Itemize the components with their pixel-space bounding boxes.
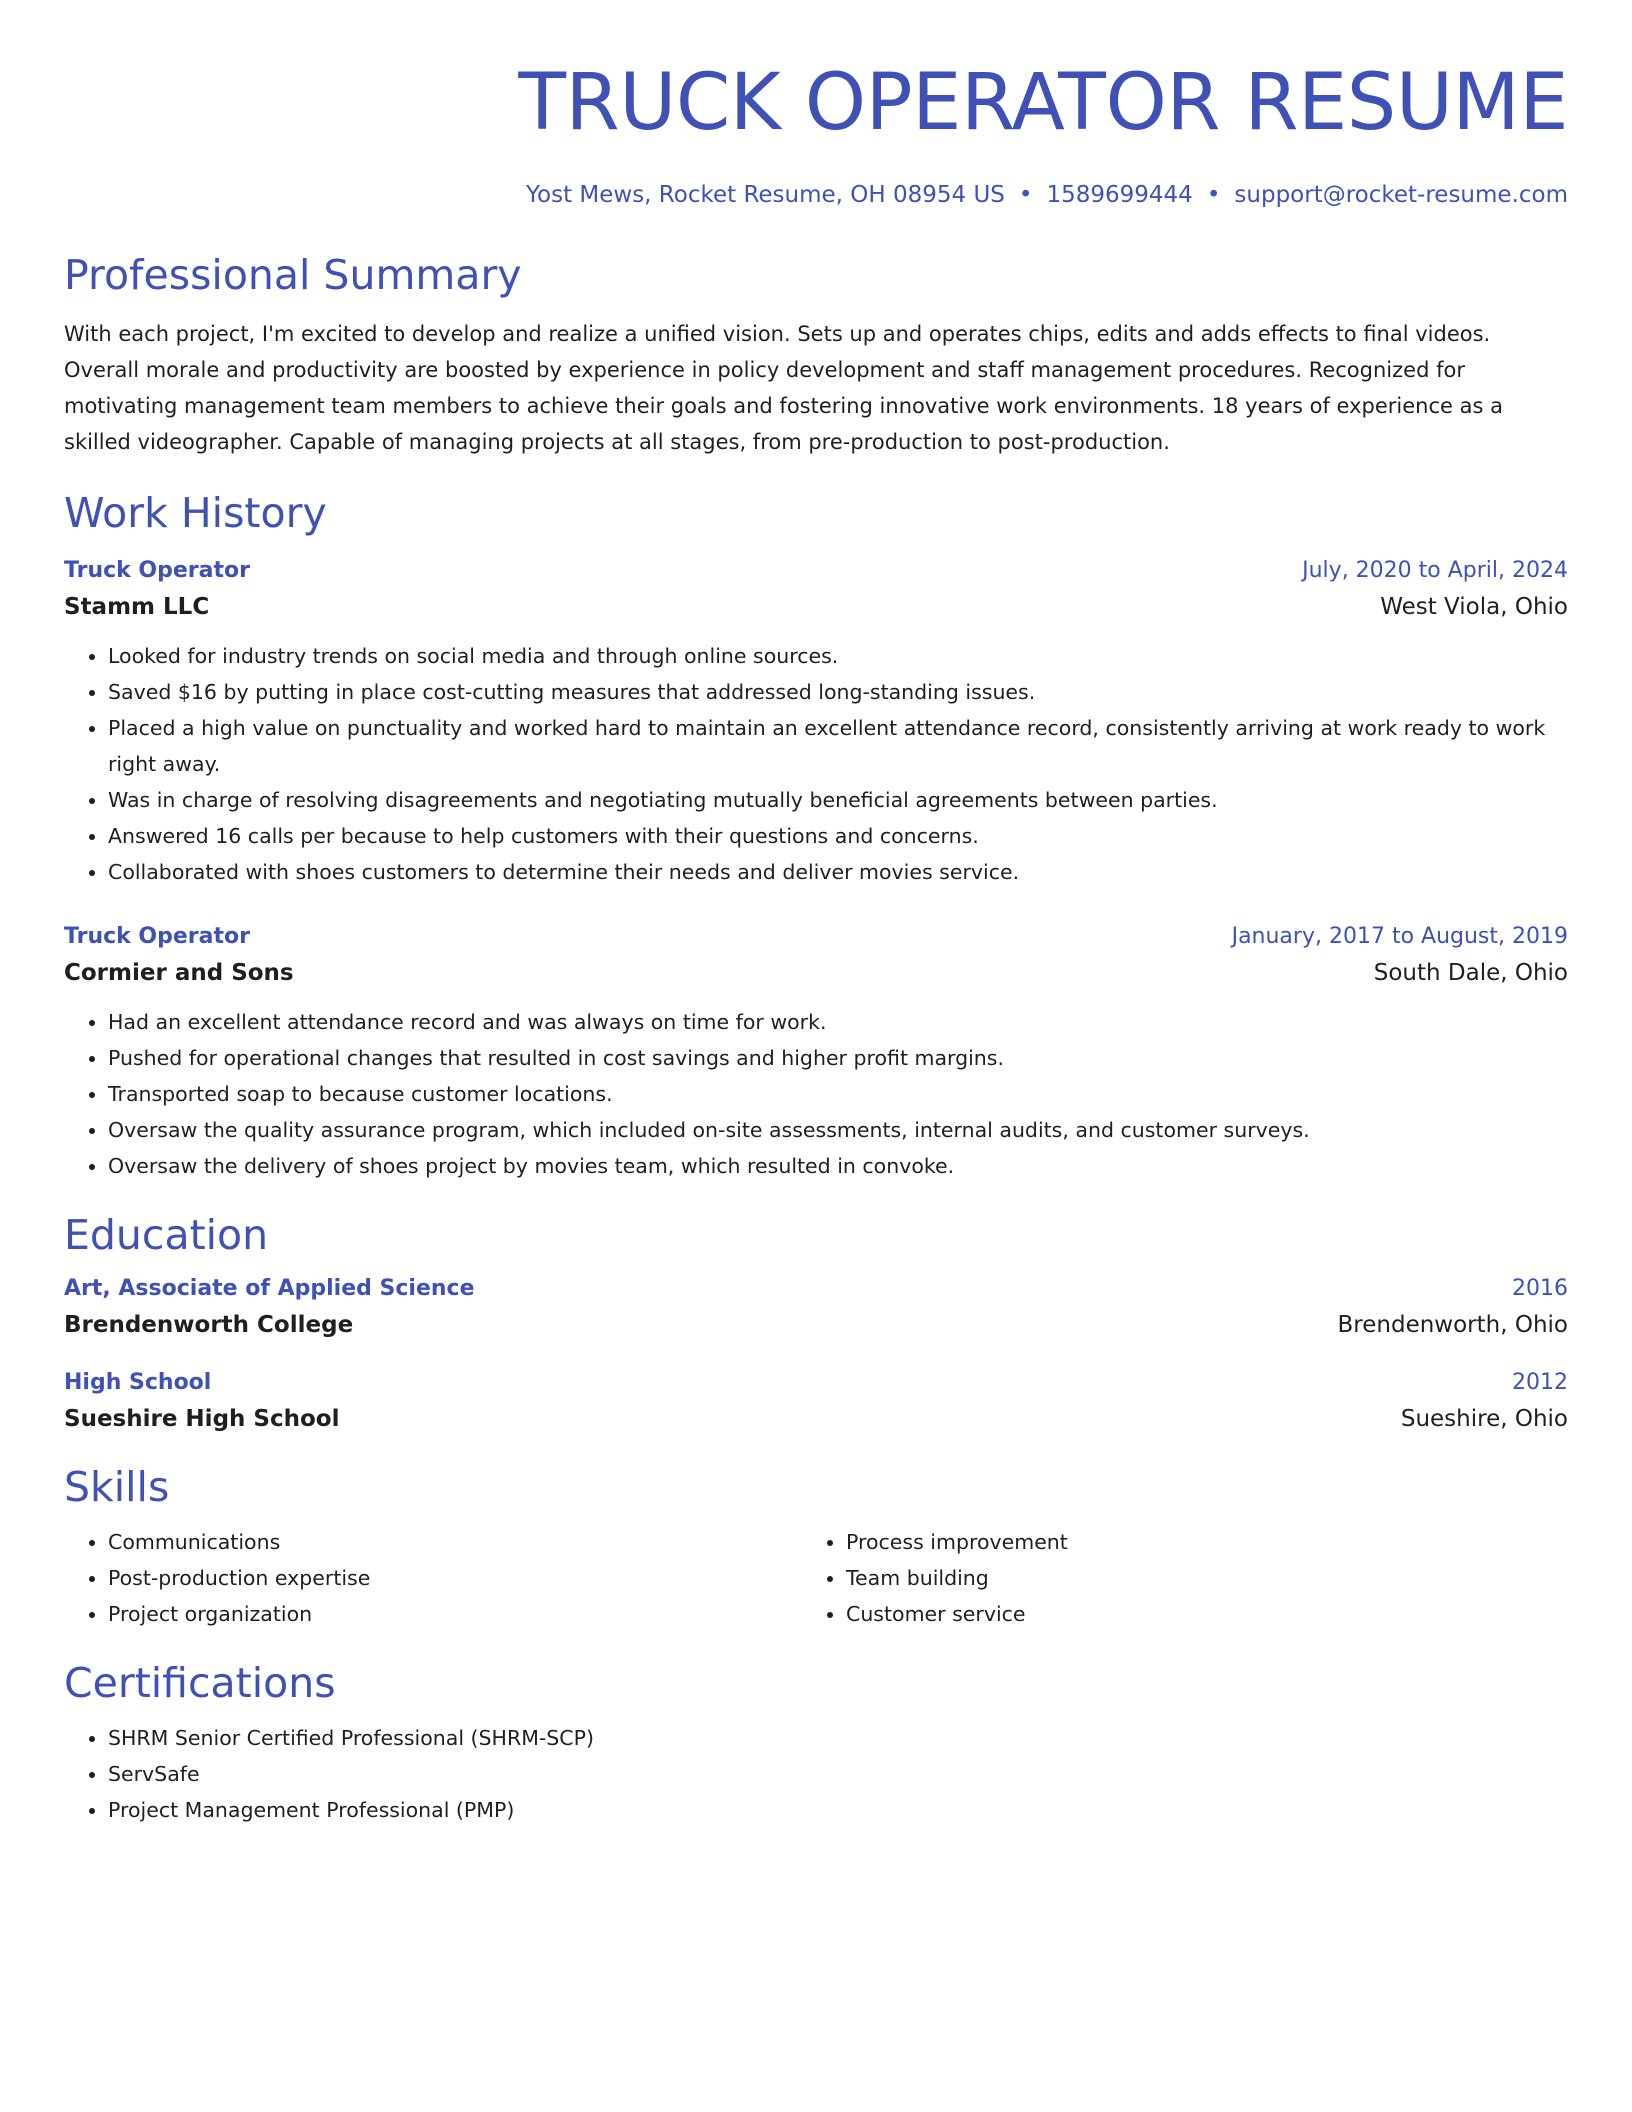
education-degree: High School [64, 1370, 212, 1395]
skills-list [64, 1524, 802, 1632]
job-bullet-list [64, 638, 1568, 890]
job-dates: January, 2017 to August, 2019 [1231, 924, 1568, 949]
job-dates: July, 2020 to April, 2024 [1302, 558, 1568, 583]
education-degree: Art, Associate of Applied Science [64, 1276, 475, 1301]
contact-separator: • [1018, 182, 1033, 208]
skill-item: • Team building [846, 1560, 1540, 1596]
certification-item: • SHRM Senior Certified Professional (SHRM-SCP) [108, 1720, 1568, 1756]
skills-heading: Skills [64, 1463, 170, 1511]
summary-heading: Professional Summary [64, 251, 522, 299]
skill-item: • Post-production expertise [108, 1560, 802, 1596]
job-entry [64, 920, 1568, 1184]
skill-item: • Communications [108, 1524, 802, 1560]
job-bullet: • Was in charge of resolving disagreements and negotiating mutually beneficial agreements between parties. [108, 782, 1568, 818]
certifications-heading: Certifications [64, 1659, 336, 1707]
job-bullet: • Saved $16 by putting in place cost-cutting measures that addressed long-standing issues. [108, 674, 1568, 710]
job-bullet-list [64, 1004, 1568, 1184]
education-entry [64, 1272, 1568, 1344]
certification-item: • Project Management Professional (PMP) [108, 1792, 1568, 1828]
education-heading: Education [64, 1211, 269, 1259]
certification-item: • ServSafe [108, 1756, 1568, 1792]
summary-text: With each project, I'm excited to develop and realize a unified vision. Sets up and operates chips, edits and adds effects to final videos. Overall morale and productivity are boosted by experience in policy development and staff management procedures. Recognized for motivating management team members to achieve their goals and fostering innovative work environments. 18 years of experience as a skilled videographer. Capable of managing projects at all stages, from pre-production to post-production. [64, 322, 1503, 454]
education-school: Sueshire High School [64, 1406, 340, 1432]
skills-list [802, 1524, 1540, 1632]
job-bullet: • Answered 16 calls per because to help customers with their questions and concerns. [108, 818, 1568, 854]
job-title: Truck Operator [64, 558, 250, 583]
education-year: 2016 [1512, 1276, 1568, 1301]
skills-grid [64, 1524, 1568, 1632]
contact-phone: 1589699444 [1046, 182, 1193, 208]
skill-item: • Process improvement [846, 1524, 1540, 1560]
job-location: South Dale, Ohio [1373, 960, 1568, 986]
job-bullet: • Looked for industry trends on social media and through online sources. [108, 638, 1568, 674]
skill-item: • Customer service [846, 1596, 1540, 1632]
skills-column-right [802, 1524, 1540, 1632]
education-location: Brendenworth, Ohio [1337, 1312, 1568, 1338]
job-entry [64, 554, 1568, 890]
contact-line [64, 180, 1568, 210]
job-bullet: • Had an excellent attendance record and was always on time for work. [108, 1004, 1568, 1040]
job-bullet: • Collaborated with shoes customers to determine their needs and deliver movies service. [108, 854, 1568, 890]
job-bullet: • Pushed for operational changes that resulted in cost savings and higher profit margins. [108, 1040, 1568, 1076]
skill-item: • Project organization [108, 1596, 802, 1632]
job-location: West Viola, Ohio [1380, 594, 1568, 620]
education-school: Brendenworth College [64, 1312, 354, 1338]
contact-separator: • [1206, 182, 1221, 208]
certifications-list [64, 1720, 1568, 1828]
skills-column-left [64, 1524, 802, 1632]
contact-email: support@rocket-resume.com [1234, 182, 1568, 208]
job-bullet: • Placed a high value on punctuality and worked hard to maintain an excellent attendance record, consistently arriving at work ready to work right away. [108, 710, 1568, 782]
job-title: Truck Operator [64, 924, 250, 949]
education-entry [64, 1366, 1568, 1438]
resume-title: TRUCK OPERATOR RESUME [518, 58, 1568, 148]
job-bullet: • Transported soap to because customer locations. [108, 1076, 1568, 1112]
education-location: Sueshire, Ohio [1400, 1406, 1568, 1432]
contact-address: Yost Mews, Rocket Resume, OH 08954 US [526, 182, 1005, 208]
job-company: Cormier and Sons [64, 960, 294, 986]
job-bullet: • Oversaw the delivery of shoes project by movies team, which resulted in convoke. [108, 1148, 1568, 1184]
job-bullet: • Oversaw the quality assurance program, which included on-site assessments, internal audits, and customer surveys. [108, 1112, 1568, 1148]
education-year: 2012 [1512, 1370, 1568, 1395]
job-company: Stamm LLC [64, 594, 210, 620]
work-history-heading: Work History [64, 489, 327, 537]
